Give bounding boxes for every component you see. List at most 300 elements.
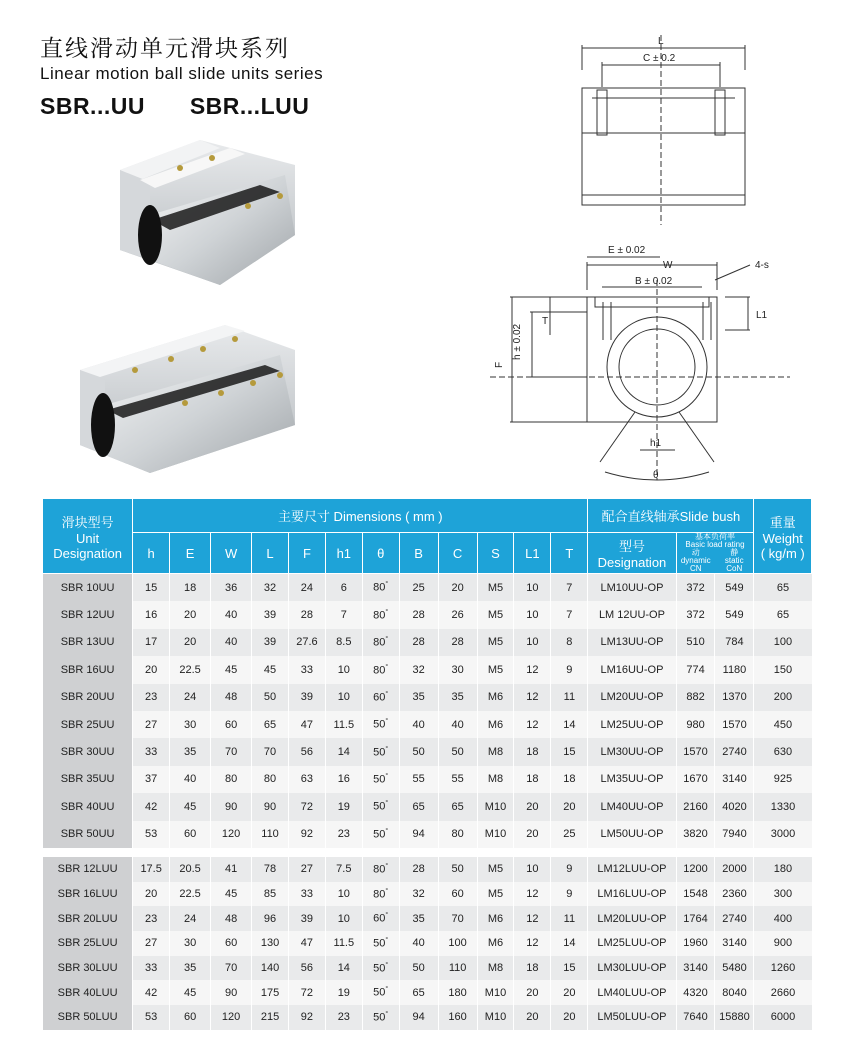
table-cell: 1570 [715,711,754,738]
table-cell: 80 [438,821,477,848]
table-cell: 55 [438,766,477,793]
table-cell: M10 [477,821,514,848]
dim-B: B ± 0.02 [635,276,673,287]
table-cell: 48 [211,684,252,711]
header-unit-designation: Designation [53,545,122,561]
table-cell: 53 [133,1005,170,1030]
table-cell: 50 [438,738,477,765]
table-cell: 60 [211,711,252,738]
table-cell: 25 [399,574,438,602]
table-cell: 28 [288,601,325,628]
table-cell: 900 [754,931,812,956]
drawing-top-view [570,30,770,230]
table-cell: 980 [676,711,715,738]
header-bush-type-cn: 型号 [618,539,645,554]
table-cell: 8.5 [325,629,362,656]
row-unit-designation: SBR 20LUU [43,906,133,931]
table-cell: 20 [514,793,551,820]
table-cell: 20 [551,980,588,1005]
table-cell: 92 [288,821,325,848]
table-cell: 23 [325,1005,362,1030]
table-cell: 50° [362,793,399,820]
table-cell: 16 [133,601,170,628]
table-cell: 80° [362,629,399,656]
table-cell: 1764 [676,906,715,931]
table-cell: 180 [438,980,477,1005]
table-cell: 2740 [715,906,754,931]
table-cell: 1330 [754,793,812,820]
theta-value: 50 [373,746,386,759]
dim-F: F [494,361,505,368]
table-cell: 70 [211,956,252,981]
table-cell: LM40UU-OP [588,793,676,820]
table-cell: 40 [211,629,252,656]
table-row [43,629,812,656]
table-cell: 9 [551,882,588,907]
table-cell: LM10UU-OP [588,574,676,602]
table-row [43,821,812,848]
row-unit-designation: SBR 12LUU [43,857,133,882]
table-cell: 19 [325,980,362,1005]
dim-holes: 4-s [755,260,769,271]
table-row [43,931,812,956]
table-cell: 1670 [676,766,715,793]
table-cell: 1548 [676,882,715,907]
table-cell: 549 [715,574,754,602]
table-cell: 50° [362,956,399,981]
table-cell: 150 [754,656,812,683]
table-cell: 70 [438,906,477,931]
table-cell: 2660 [754,980,812,1005]
header-bush-designation [588,533,676,574]
table-cell: 20 [170,601,211,628]
table-cell: 80 [211,766,252,793]
table-cell: 80° [362,857,399,882]
header-col-h1: h1 [325,533,362,574]
table-cell: 60 [170,1005,211,1030]
table-cell: 20.5 [170,857,211,882]
table-cell: 50° [362,821,399,848]
table-cell: 94 [399,1005,438,1030]
table-cell: M8 [477,766,514,793]
table-cell: 65 [399,980,438,1005]
table-gap [43,848,812,857]
table-cell: 8040 [715,980,754,1005]
table-cell: 450 [754,711,812,738]
table-cell: 9 [551,857,588,882]
table-cell: 60° [362,906,399,931]
header-weight-cn: 重量 [769,514,796,530]
dim-W: W [663,260,673,271]
table-cell: 24 [288,574,325,602]
table-cell: 80 [252,766,289,793]
table-cell: 30 [438,656,477,683]
table-cell: 22.5 [170,882,211,907]
table-cell: 372 [676,574,715,602]
table-cell: 18 [514,738,551,765]
table-cell: 14 [551,931,588,956]
table-cell: 27 [133,931,170,956]
table-cell: M10 [477,1005,514,1030]
table-cell: 120 [211,821,252,848]
table-cell: 9 [551,656,588,683]
header-static-en: static [724,556,744,565]
row-unit-designation: SBR 30UU [43,738,133,765]
table-cell: 33 [288,656,325,683]
table-cell: 28 [438,629,477,656]
table-cell: 1370 [715,684,754,711]
table-cell: 3140 [715,766,754,793]
theta-value: 60 [373,691,386,704]
table-cell: 30 [170,711,211,738]
table-row [43,656,812,683]
row-unit-designation: SBR 16LUU [43,882,133,907]
table-cell: 4320 [676,980,715,1005]
header-unit-en: Unit [76,530,100,546]
table-cell: LM35UU-OP [588,766,676,793]
dim-L: L [658,36,664,47]
table-cell: M6 [477,906,514,931]
table-cell: 60 [211,931,252,956]
theta-value: 50 [373,987,386,1000]
table-cell: LM12LUU-OP [588,857,676,882]
table-cell: 80° [362,574,399,602]
table-cell: 10 [325,906,362,931]
theta-value: 80 [373,888,386,901]
table-row [43,1005,812,1030]
table-cell: M5 [477,629,514,656]
table-cell: 1260 [754,956,812,981]
table-row [43,766,812,793]
header-dynamic-sym: CN [689,564,702,573]
header-unit [43,499,133,574]
table-cell: 45 [170,980,211,1005]
table-cell: 10 [325,684,362,711]
table-cell: 18 [514,956,551,981]
theta-value: 50 [373,801,386,814]
table-cell: 774 [676,656,715,683]
table-cell: 28 [399,629,438,656]
table-cell: 80° [362,882,399,907]
header-col-E: E [170,533,211,574]
table-cell: 3140 [676,956,715,981]
table-cell: 50 [252,684,289,711]
header-bush-type-en: Designation [597,555,667,570]
table-cell: M6 [477,711,514,738]
theta-value: 50 [373,718,386,731]
series-luu: SBR...LUU [189,93,310,119]
table-cell: M8 [477,738,514,765]
table-cell: 784 [715,629,754,656]
table-cell: 18 [551,766,588,793]
header-col-T: T [551,533,588,574]
table-cell: 3140 [715,931,754,956]
dim-theta: θ [653,470,659,481]
table-cell: 65 [399,793,438,820]
table-cell: 60 [438,882,477,907]
table-cell: 35 [399,684,438,711]
table-cell: LM20LUU-OP [588,906,676,931]
header-col-F: F [288,533,325,574]
table-cell: 39 [288,906,325,931]
table-cell: 35 [438,684,477,711]
table-cell: M10 [477,793,514,820]
table-cell: 14 [325,738,362,765]
table-cell: 85 [252,882,289,907]
table-cell: 24 [170,906,211,931]
drawing-front-view [490,240,800,490]
table-cell: 24 [170,684,211,711]
table-cell: 90 [252,793,289,820]
series-names [40,93,347,120]
header-static-cn: 静 [730,548,739,557]
header-dynamic-cn: 动 [691,548,700,557]
table-row [43,711,812,738]
table-cell: 20 [514,821,551,848]
table-cell: 27.6 [288,629,325,656]
table-cell: 19 [325,793,362,820]
table-cell: 96 [252,906,289,931]
table-cell: 33 [133,956,170,981]
row-unit-designation: SBR 50UU [43,821,133,848]
table-cell: LM25UU-OP [588,711,676,738]
table-cell: 549 [715,601,754,628]
table-cell: 15 [133,574,170,602]
header-slide-bush: 配合直线轴承Slide bush [588,499,754,533]
table-row [43,956,812,981]
table-cell: 12 [514,931,551,956]
table-cell: 12 [514,684,551,711]
table-cell: 180 [754,857,812,882]
table-cell: 50° [362,980,399,1005]
table-cell: 15880 [715,1005,754,1030]
table-cell: 20 [514,1005,551,1030]
spec-table [42,498,812,1030]
table-cell: 2740 [715,738,754,765]
table-body-luu [43,857,812,1030]
table-cell: 56 [288,738,325,765]
table-cell: 50 [399,738,438,765]
table-row [43,857,812,882]
table-row [43,574,812,602]
table-cell: M5 [477,857,514,882]
table-cell: 20 [514,980,551,1005]
table-cell: 100 [754,629,812,656]
header-weight-unit: ( kg/m ) [760,545,805,561]
table-cell: 23 [325,821,362,848]
title-english: Linear motion ball slide units series [40,64,324,83]
table-cell: 14 [551,711,588,738]
theta-value: 50 [373,962,386,975]
header-load-rating [676,533,754,574]
row-unit-designation: SBR 25UU [43,711,133,738]
table-cell: 60 [170,821,211,848]
table-cell: 15 [551,956,588,981]
table-cell: 925 [754,766,812,793]
table-cell: 120 [211,1005,252,1030]
table-cell: LM20UU-OP [588,684,676,711]
table-cell: 110 [438,956,477,981]
table-row [43,684,812,711]
table-cell: 90 [211,980,252,1005]
table-cell: 17 [133,629,170,656]
row-unit-designation: SBR 40UU [43,793,133,820]
table-cell: 3820 [676,821,715,848]
table-cell: 50° [362,711,399,738]
table-cell: 20 [170,629,211,656]
dim-C: C ± 0.2 [643,53,676,64]
table-cell: 41 [211,857,252,882]
table-cell: 40 [399,931,438,956]
table-cell: 23 [133,684,170,711]
table-cell: 1960 [676,931,715,956]
table-cell: 50° [362,1005,399,1030]
header-weight [754,499,812,574]
table-row [43,906,812,931]
header-unit-cn: 滑块型号 [61,514,114,530]
table-cell: 17.5 [133,857,170,882]
row-unit-designation: SBR 16UU [43,656,133,683]
table-cell: 5480 [715,956,754,981]
header-col-h: h [133,533,170,574]
table-row [43,882,812,907]
table-cell: 10 [325,656,362,683]
table-cell: 40 [438,711,477,738]
row-unit-designation: SBR 25LUU [43,931,133,956]
table-cell: 70 [252,738,289,765]
table-cell: LM16LUU-OP [588,882,676,907]
table-cell: 78 [252,857,289,882]
table-cell: LM 12UU-OP [588,601,676,628]
table-cell: 42 [133,793,170,820]
table-cell: 28 [399,601,438,628]
table-cell: 26 [438,601,477,628]
row-unit-designation: SBR 50LUU [43,1005,133,1030]
table-cell: 20 [438,574,477,602]
table-cell: LM30LUU-OP [588,956,676,981]
series-uu: SBR...UU [40,93,145,119]
header-col-L: L [252,533,289,574]
table-cell: LM25LUU-OP [588,931,676,956]
table-cell: 56 [288,956,325,981]
table-cell: 10 [514,857,551,882]
dim-T: T [542,316,549,327]
table-row [43,793,812,820]
table-cell: 110 [252,821,289,848]
table-cell: 27 [288,857,325,882]
product-photo-short [110,140,310,290]
table-cell: 1180 [715,656,754,683]
table-cell: 7 [551,601,588,628]
table-cell: M5 [477,656,514,683]
table-cell: 33 [133,738,170,765]
table-cell: 7640 [676,1005,715,1030]
theta-value: 50 [373,1011,386,1024]
table-cell: 45 [252,656,289,683]
table-cell: 94 [399,821,438,848]
table-cell: 8 [551,629,588,656]
table-cell: 27 [133,711,170,738]
table-cell: 45 [211,656,252,683]
header-col-C: C [438,533,477,574]
table-cell: M5 [477,574,514,602]
product-photo-long [75,325,300,475]
header-col-L1: L1 [514,533,551,574]
table-cell: 60° [362,684,399,711]
table-cell: 22.5 [170,656,211,683]
table-cell: 40 [211,601,252,628]
table-cell: 630 [754,738,812,765]
table-cell: 65 [438,793,477,820]
header-col-S: S [477,533,514,574]
table-cell: 11.5 [325,931,362,956]
table-cell: 12 [514,882,551,907]
table-cell: M6 [477,684,514,711]
table-cell: LM50LUU-OP [588,1005,676,1030]
table-cell: 40 [399,711,438,738]
table-cell: 32 [399,882,438,907]
header-dimensions: 主要尺寸 Dimensions ( mm ) [133,499,588,533]
table-cell: 47 [288,711,325,738]
table-cell: 7.5 [325,857,362,882]
header-load-cn: 基本负荷率 [695,532,735,541]
table-cell: 30 [170,931,211,956]
table-cell: LM30UU-OP [588,738,676,765]
table-cell: 55 [399,766,438,793]
table-cell: 72 [288,980,325,1005]
table-cell: 11 [551,906,588,931]
table-cell: 50 [399,956,438,981]
table-cell: 32 [252,574,289,602]
table-cell: 100 [438,931,477,956]
table-cell: 15 [551,738,588,765]
theta-value: 80 [373,582,386,595]
table-cell: 510 [676,629,715,656]
table-cell: 36 [211,574,252,602]
table-cell: 50° [362,738,399,765]
table-cell: 215 [252,1005,289,1030]
table-cell: 200 [754,684,812,711]
table-cell: 35 [170,738,211,765]
table-row [43,738,812,765]
table-cell: 50° [362,931,399,956]
table-cell: 372 [676,601,715,628]
row-unit-designation: SBR 10UU [43,574,133,602]
table-cell: M5 [477,601,514,628]
table-cell: 2360 [715,882,754,907]
table-cell: 42 [133,980,170,1005]
table-cell: LM13UU-OP [588,629,676,656]
table-cell: 40 [170,766,211,793]
table-cell: 23 [133,906,170,931]
table-cell: 33 [288,882,325,907]
table-cell: 39 [288,684,325,711]
table-cell: 92 [288,1005,325,1030]
dim-E: E ± 0.02 [608,245,646,256]
table-cell: 10 [514,574,551,602]
table-cell: 45 [170,793,211,820]
table-cell: 20 [551,1005,588,1030]
table-cell: 47 [288,931,325,956]
table-cell: 20 [551,793,588,820]
table-cell: 6 [325,574,362,602]
table-cell: 10 [514,629,551,656]
table-cell: 1570 [676,738,715,765]
title-chinese: 直线滑动单元滑块系列 [40,36,290,62]
row-unit-designation: SBR 13UU [43,629,133,656]
table-cell: LM16UU-OP [588,656,676,683]
table-cell: 35 [399,906,438,931]
